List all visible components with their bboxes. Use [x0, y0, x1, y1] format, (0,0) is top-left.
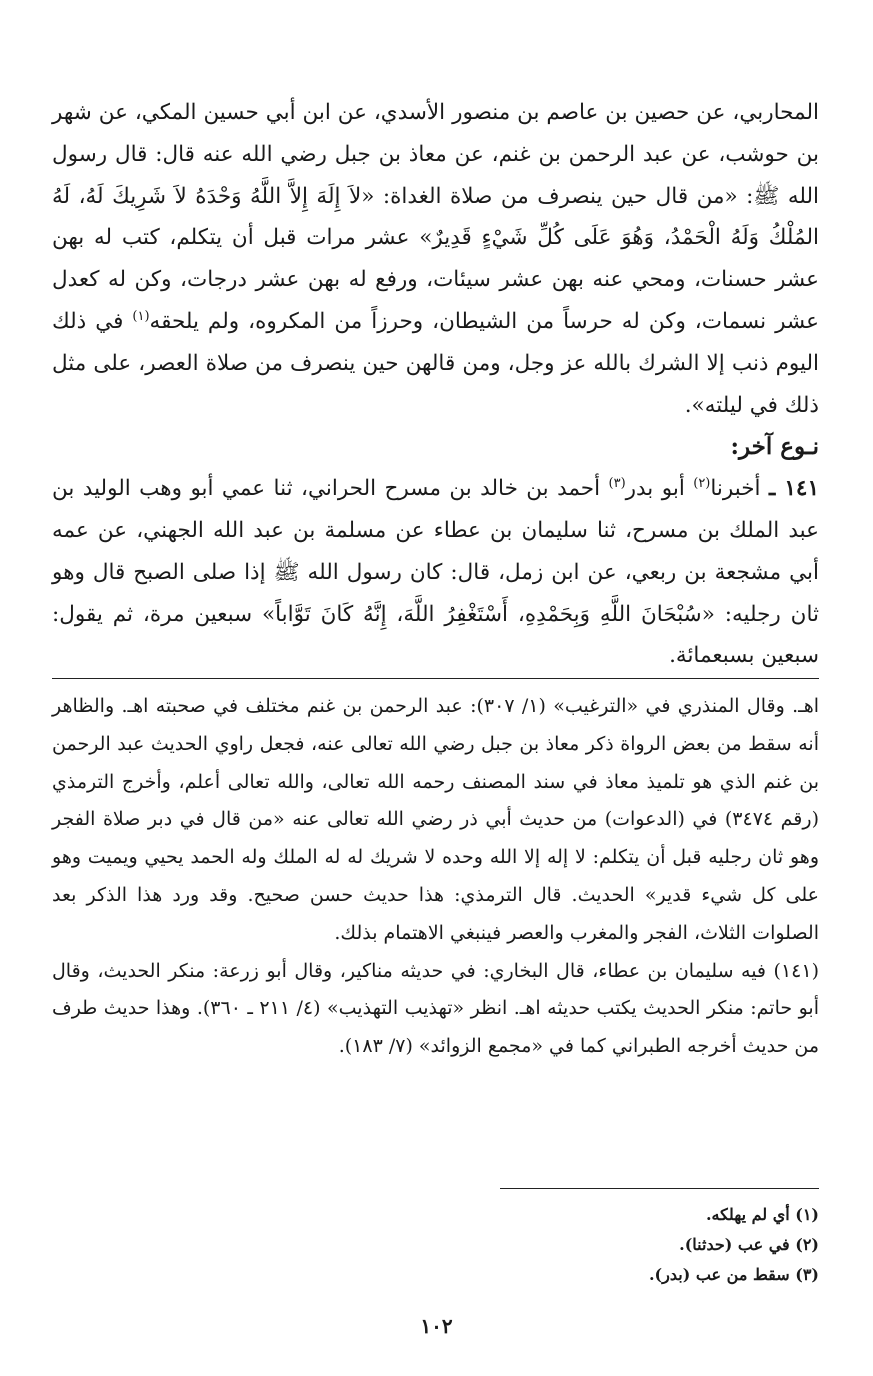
- main-text: [52, 92, 819, 677]
- page-number: ١٠٢: [420, 1314, 453, 1338]
- footnote-item: (٢) في عب (حدثنا).: [679, 1235, 819, 1254]
- footnote-item: (١) أي لم يهلكه.: [705, 1205, 819, 1224]
- footnote-item: (٣) سقط من عب (بدر).: [648, 1265, 819, 1284]
- commentary-notes: [52, 688, 819, 1066]
- hadith-text-b: أبو بدر: [625, 476, 694, 502]
- hadith-number: ١٤١ ـ: [768, 476, 820, 502]
- main-paragraph-text: المحاربي، عن حصين بن عاصم بن منصور الأسدي، عن ابن أبي حسين المكي، عن شهر بن حوشب، عن عبد الرحمن بن غنم، عن معاذ بن جبل رضي الله عنه قال: قال رسول الله ﷺ: «من قال حين ينصرف من صلاة الغداة: «لاَ إِلَهَ إِلاَّ اللَّهُ وَحْدَهُ لاَ شَرِيكَ لَهُ، لَهُ المُلْكُ وَلَهُ الْحَمْدُ، وَهُوَ عَلَى كُلِّ شَيْءٍ قَدِيرٌ» عشر مرات قبل أن يتكلم، كتب له بهن عشر حسنات، ومحي عنه بهن عشر سيئات، ورفع له بهن عشر درجات، وكن له كعدل عشر نسمات، وكن له حرساً من الشيطان، وحرزاً من المكروه، ولم يلحقه: [52, 100, 819, 334]
- hadith-paragraph: [52, 468, 819, 677]
- footnote-ref: (١): [132, 308, 150, 324]
- commentary-note: (١٤١) فيه سليمان بن عطاء، قال البخاري: في حديثه مناكير، وقال أبو زرعة: منكر الحديث، وقال أبو حاتم: منكر الحديث يكتب حديثه اهـ. انظر «تهذيب التهذيب» (٤/ ٢١١ ـ ٣٦٠). وهذا حديث طرف من حديث أخرجه الطبراني كما في «مجمع الزوائد» (٧/ ١٨٣).: [52, 959, 819, 1058]
- main-paragraph-end: في ذلك اليوم ذنب إلا الشرك بالله عز وجل، ومن قالهن حين ينصرف من صلاة العصر، على مثل ذلك في ليلته».: [52, 308, 819, 418]
- commentary-note: اهـ. وقال المنذري في «الترغيب» (١/ ٣٠٧): عبد الرحمن بن غنم مختلف في صحبته اهـ. والظاهر أنه سقط من بعض الرواة ذكر معاذ بن جبل رضي الله تعالى عنه، فجعل راوي الحديث عبد الرحمن بن غنم الذي هو تلميذ معاذ في سند المصنف رحمه الله تعالى، والله تعالى أعلم، وأخرج الترمذي (رقم ٣٤٧٤) في (الدعوات) من حديث أبي ذر رضي الله تعالى عنه «من قال في دبر صلاة الفجر وهو ثان رجليه قبل أن يتكلم: لا إله إلا الله وحده لا شريك له له الملك وله الحمد يحيي ويميت وهو على كل شيء قدير» الحديث. قال الترمذي: هذا حديث حسن صحيح. وقد ورد هذا الذكر بعد الصلوات الثلاث، الفجر والمغرب والعصر فينبغي الاهتمام بذلك.: [52, 695, 819, 944]
- footnote-ref: (٢): [693, 476, 711, 492]
- main-paragraph: [52, 92, 819, 426]
- hadith-text-c: أحمد بن خالد بن مسرح الحراني، ثنا عمي أبو وهب الوليد بن عبد الملك بن مسرح، ثنا سليمان بن عطاء عن مسلمة بن عبد الله الجهني، عن عمه أبي مشجعة بن ربعي، عن ابن زمل، قال: كان رسول الله ﷺ إذا صلى الصبح قال وهو ثان رجليه: «سُبْحَانَ اللَّهِ وَبِحَمْدِهِ، أَسْتَغْفِرُ اللَّهَ، إِنَّهُ كَانَ تَوَّاباً» سبعين مرة، ثم يقول: سبعين بسبعمائة.: [52, 476, 819, 669]
- footnote-ref: (٣): [608, 476, 626, 492]
- footnotes: [419, 1200, 819, 1290]
- footnote-separator: [500, 1188, 819, 1189]
- main-separator: [52, 678, 819, 679]
- section-heading: نـوع آخر:: [730, 433, 819, 461]
- hadith-text-a: أخبرنا: [710, 476, 769, 502]
